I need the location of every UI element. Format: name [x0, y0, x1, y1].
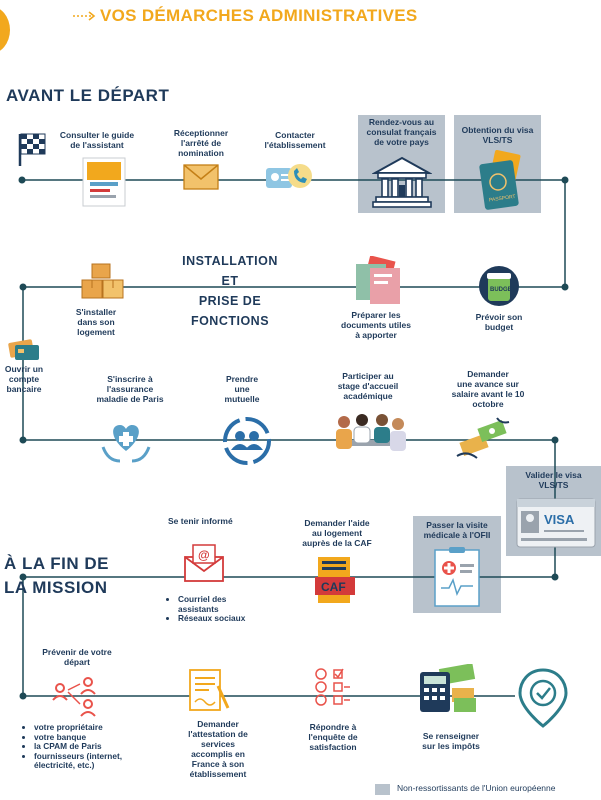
label-valider: Valider le visa VLS/TS	[525, 470, 582, 490]
label-docs: Préparer les documents utiles à apporter	[341, 310, 411, 340]
label-mutuelle: Prendre une mutuelle	[224, 374, 260, 404]
health-hands-icon	[100, 417, 152, 470]
svg-text:VISA: VISA	[544, 512, 575, 527]
label-attestation: Demander l'attestation de services accomplis en France à son établissement	[188, 719, 248, 779]
list-item: • fournisseurs (internet, électricité, etc.)	[34, 752, 134, 771]
network-people-icon	[50, 676, 100, 723]
checkered-flag-icon	[12, 128, 52, 173]
passport-icon	[478, 150, 524, 217]
label-informe: Se tenir informé	[168, 516, 233, 526]
envelope-icon	[183, 164, 219, 195]
label-ofii: Passer la visite médicale à l'OFII	[423, 520, 491, 540]
prevenir-bullet-list	[22, 723, 134, 771]
email-envelope-icon	[183, 543, 225, 588]
caf-document-icon	[314, 555, 356, 612]
label-assurance: S'inscrire à l'assurance maladie de Paris	[96, 374, 164, 404]
svg-text:@: @	[198, 548, 210, 562]
label-guide: Consulter le guide de l'assistant	[59, 130, 135, 150]
moving-boxes-icon	[78, 262, 126, 309]
label-compte: Ouvrir un compte bancaire	[4, 364, 44, 394]
meeting-people-icon	[330, 410, 410, 471]
label-stage: Participer au stage d'accueil académique	[337, 371, 399, 401]
documents-icon	[352, 256, 404, 311]
svg-text:PASSPORT: PASSPORT	[488, 193, 517, 204]
budget-jar-icon	[478, 265, 520, 312]
label-arrete: Réceptionner l'arrêté de nomination	[173, 128, 229, 158]
label-enquete: Répondre à l'enquête de satisfaction	[308, 722, 358, 752]
visa-card-icon	[516, 498, 596, 553]
label-avance: Demander une avance sur salaire avant le 10 octobre	[451, 369, 525, 409]
medical-report-icon	[427, 546, 489, 615]
list-item: • votre propriétaire	[34, 723, 134, 733]
calculator-money-icon	[418, 664, 480, 721]
guide-booklet-icon	[80, 156, 128, 213]
label-impots: Se renseigner sur les impôts	[422, 731, 480, 751]
section-title-before: AVANT LE DÉPART	[6, 86, 170, 105]
location-check-pin-icon	[516, 666, 570, 735]
label-visa: Obtention du visa VLS/TS	[461, 125, 534, 145]
people-cycle-icon	[220, 414, 274, 473]
phone-contact-icon	[264, 160, 316, 199]
label-caf: Demander l'aide au logement auprès de la CAF	[302, 518, 372, 548]
informe-bullet-list	[166, 595, 268, 624]
legend-label: Non-ressortissants de l'Union européenne	[397, 783, 556, 793]
list-item: • la CPAM de Paris	[34, 742, 134, 752]
label-contact: Contacter l'établissement	[264, 130, 326, 150]
label-consulat: Rendez-vous au consulat français de votre pays	[366, 117, 437, 147]
list-item: • Réseaux sociaux	[178, 614, 268, 624]
survey-smileys-icon	[312, 666, 352, 713]
section-title-end: À LA FIN DE LA MISSION	[4, 554, 109, 597]
certificate-pen-icon	[186, 668, 230, 719]
list-item: • votre banque	[34, 733, 134, 743]
money-hands-icon	[455, 414, 511, 469]
label-prevenir: Prévenir de votre départ	[42, 647, 112, 667]
page-title: VOS DÉMARCHES ADMINISTRATIVES	[100, 6, 418, 25]
list-item: • Courriel des assistants	[178, 595, 268, 614]
svg-text:CAF: CAF	[321, 580, 346, 594]
label-logement: S'installer dans son logement	[75, 307, 117, 337]
svg-text:BUDGET: BUDGET	[490, 287, 516, 293]
section-title-install: INSTALLATION ET PRISE DE FONCTIONS	[182, 254, 278, 328]
label-budget: Prévoir son budget	[475, 312, 523, 332]
consulate-building-icon	[372, 155, 432, 214]
